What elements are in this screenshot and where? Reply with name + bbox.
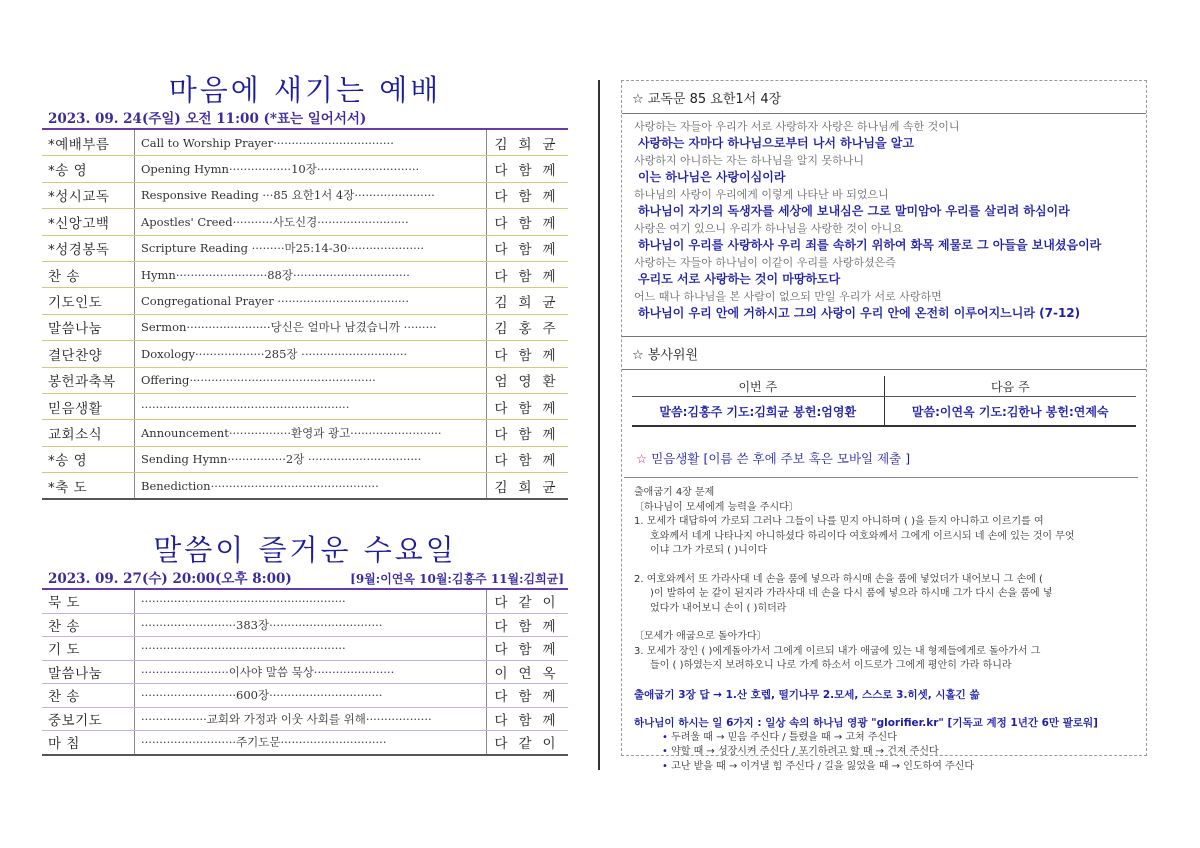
faith-line: 1. 모세가 대답하여 가로되 그러나 그들이 나를 믿지 아니하며 ( )을 듣지 아니하고 이르기를 여 bbox=[634, 516, 1044, 527]
order-item-desc: ························································· bbox=[135, 393, 487, 419]
order-row bbox=[42, 590, 568, 613]
star-icon: ☆ bbox=[636, 451, 648, 466]
order-item-desc: Congregational Prayer ···································· bbox=[135, 288, 487, 314]
spacer bbox=[634, 559, 1136, 573]
order-item-name: 마 침 bbox=[42, 731, 135, 755]
order-item-leader: 다같이 bbox=[487, 731, 569, 755]
wednesday-date bbox=[42, 570, 568, 590]
order-item-leader: 다함께 bbox=[487, 156, 569, 182]
faith-line: 하나님이 하시는 일 6가지 : 일상 속의 하나님 영광 "glorifier.kr" [기독교 계정 1년간 6만 팔로워] bbox=[634, 717, 1098, 729]
order-row bbox=[42, 393, 568, 419]
order-item-name: 중보기도 bbox=[42, 707, 135, 731]
order-item-desc: ··························600장······························· bbox=[135, 684, 487, 708]
order-item-desc: Benediction·············································· bbox=[135, 473, 487, 500]
order-row bbox=[42, 660, 568, 684]
order-item-desc: Sermon·······················당신은 얼마나 남겼습니까 ········· bbox=[135, 314, 487, 340]
faith-line: 출애굽기 3장 답 → 1.산 호렙, 떨기나무 2.모세, 스스로 3.히셋, 시홀긴 쓺 bbox=[634, 688, 980, 701]
order-row bbox=[42, 288, 568, 314]
wednesday-order-table bbox=[42, 590, 568, 756]
faith-heading-text: 믿음생활 [이름 쓴 후에 주보 혹은 모바일 제출 ] bbox=[651, 451, 911, 466]
bullet-icon: • bbox=[662, 731, 672, 743]
faith-line: )이 발하여 눈 같이 된지라 가라사대 네 손을 다시 품에 넣으라 하시매 그가 다시 손을 품에 넣 bbox=[650, 588, 1053, 599]
faith-quiz bbox=[622, 478, 1146, 774]
bullet-item bbox=[634, 731, 1136, 746]
order-item-leader: 다함께 bbox=[487, 446, 569, 472]
bullet-icon: • bbox=[662, 760, 672, 772]
bullet-item bbox=[634, 745, 1136, 760]
order-item-name: 기 도 bbox=[42, 637, 135, 661]
order-row bbox=[42, 446, 568, 472]
order-row bbox=[42, 367, 568, 393]
order-item-name: 기도인도 bbox=[42, 288, 135, 314]
service-heading: ☆ 봉사위원 bbox=[622, 336, 1146, 370]
bullet-text: 고난 받을 때 → 이겨낼 힘 주신다 / 길을 잃었을 때 → 인도하여 주신다 bbox=[671, 760, 975, 772]
order-item-name: 결단찬양 bbox=[42, 341, 135, 367]
wednesday-date-text: 2023. 09. 27(수) 20:00(오후 8:00) bbox=[48, 571, 292, 587]
order-item-desc: Hymn·························88장································ bbox=[135, 261, 487, 287]
order-item-leader: 다같이 bbox=[487, 590, 569, 613]
bullet-text: 두려울 때 → 믿음 주신다 / 틀렸을 때 → 고쳐 주신다 bbox=[671, 731, 897, 743]
order-item-name: *축 도 bbox=[42, 473, 135, 500]
order-row bbox=[42, 209, 568, 235]
bullet-icon: • bbox=[662, 746, 672, 757]
order-item-leader: 다함께 bbox=[487, 261, 569, 287]
sunday-title: 마음에 새기는 예배 bbox=[168, 73, 442, 107]
order-item-leader: 엄영환 bbox=[487, 367, 569, 393]
next-week-servants: 말씀:이연옥 기도:김한나 봉헌:연제숙 bbox=[884, 397, 1136, 427]
faith-line: 〔모세가 애굽으로 돌아가다〕 bbox=[634, 631, 767, 642]
order-row bbox=[42, 235, 568, 261]
faith-line: 들이 ( )하였는지 보려하오니 나로 가게 하소서 이드로가 그에게 평안히 가라 하니라 bbox=[650, 660, 1012, 671]
order-item-desc: Call to Worship Prayer································· bbox=[135, 130, 487, 156]
order-item-name: 말씀나눔 bbox=[42, 660, 135, 684]
order-item-name: *송 영 bbox=[42, 156, 135, 182]
reading-leader-line: 어느 때나 하나님을 본 사람이 없으되 만일 우리가 서로 사랑하면 bbox=[634, 290, 942, 303]
order-item-leader: 다함께 bbox=[487, 613, 569, 637]
order-item-name: *성경봉독 bbox=[42, 235, 135, 261]
order-item-desc: ························이사야 말씀 묵상······················ bbox=[135, 660, 487, 684]
wednesday-title: 말씀이 즐거운 수요일 bbox=[153, 533, 457, 567]
spacer bbox=[634, 674, 1136, 688]
order-item-leader: 다함께 bbox=[487, 235, 569, 261]
faith-line: 출애굽기 4장 문제 bbox=[634, 487, 715, 498]
order-item-name: 찬 송 bbox=[42, 613, 135, 637]
order-item-leader: 다함께 bbox=[487, 707, 569, 731]
order-item-name: *예배부름 bbox=[42, 130, 135, 156]
right-page bbox=[621, 80, 1147, 772]
order-item-leader: 다함께 bbox=[487, 420, 569, 446]
order-item-leader: 다함께 bbox=[487, 209, 569, 235]
bullet-text: 약할 때 → 성장시켜 주신다 / 포기하려고 할 때 → 건져 주신다 bbox=[671, 746, 939, 757]
order-row bbox=[42, 731, 568, 755]
order-row bbox=[42, 613, 568, 637]
order-item-leader: 김홍주 bbox=[487, 314, 569, 340]
faith-heading bbox=[624, 439, 1138, 478]
order-item-leader: 다함께 bbox=[487, 341, 569, 367]
order-row bbox=[42, 341, 568, 367]
reading-response-line: 이는 하나님은 사랑이심이라 bbox=[638, 170, 786, 184]
order-row bbox=[42, 473, 568, 500]
order-row bbox=[42, 261, 568, 287]
reading-leader-line: 사랑하는 자들아 하나님이 이같이 우리를 사랑하셨은즉 bbox=[634, 256, 896, 269]
order-item-desc: Offering··················································· bbox=[135, 367, 487, 393]
order-item-leader: 김희균 bbox=[487, 288, 569, 314]
reading-response-line: 하나님이 자기의 독생자를 세상에 보내심은 그로 말미암아 우리를 살리려 하심이라 bbox=[638, 204, 1070, 218]
faith-line: 2. 여호와께서 또 가라사대 네 손을 품에 넣으라 하시매 손을 품에 넣었더가 내어보니 그 손에 ( bbox=[634, 573, 1043, 585]
order-item-name: 찬 송 bbox=[42, 684, 135, 708]
reading-response-line: 하나님이 우리를 사랑하사 우리 죄를 속하기 위하여 화목 제물로 그 아들을 보내셨음이라 bbox=[638, 238, 1102, 252]
order-item-name: *성시교독 bbox=[42, 182, 135, 208]
left-page bbox=[42, 70, 568, 753]
order-item-desc: Sending Hymn················2장 ······························· bbox=[135, 446, 487, 472]
order-item-desc: ························································ bbox=[135, 590, 487, 613]
responsive-reading bbox=[622, 114, 1146, 326]
reading-response-line: 우리도 서로 사랑하는 것이 마땅하도다 bbox=[638, 272, 841, 286]
order-row bbox=[42, 707, 568, 731]
order-item-name: 찬 송 bbox=[42, 261, 135, 287]
order-item-name: 교회소식 bbox=[42, 420, 135, 446]
order-item-name: 묵 도 bbox=[42, 590, 135, 613]
order-item-desc: Responsive Reading ···85 요한1서 4장······················ bbox=[135, 182, 487, 208]
order-row bbox=[42, 684, 568, 708]
order-item-name: 말씀나눔 bbox=[42, 314, 135, 340]
order-item-leader: 김희균 bbox=[487, 130, 569, 156]
sunday-date: 2023. 09. 24(주일) 오전 11:00 (*표는 일어서서) bbox=[42, 110, 568, 130]
order-item-leader: 다함께 bbox=[487, 182, 569, 208]
reading-leader-line: 사랑하지 아니하는 자는 하나님을 알지 못하나니 bbox=[634, 154, 865, 167]
order-item-desc: ························································ bbox=[135, 637, 487, 661]
order-item-desc: Opening Hymn·················10장···························· bbox=[135, 156, 487, 182]
order-item-name: *신앙고백 bbox=[42, 209, 135, 235]
order-item-desc: ··················교회와 가정과 이웃 사회를 위해·················· bbox=[135, 707, 487, 731]
wednesday-block bbox=[42, 530, 568, 756]
order-item-name: 봉헌과축복 bbox=[42, 367, 135, 393]
order-item-leader: 다함께 bbox=[487, 393, 569, 419]
order-item-desc: Apostles' Creed···········사도신경························· bbox=[135, 209, 487, 235]
service-table-wrap bbox=[632, 376, 1136, 427]
this-week-servants: 말씀:김홍주 기도:김희균 봉헌:엄영환 bbox=[632, 397, 884, 427]
reading-leader-line: 하나님의 사랑이 우리에게 이렇게 나타난 바 되었으니 bbox=[634, 188, 889, 201]
order-row bbox=[42, 130, 568, 156]
order-item-desc: Scripture Reading ·········마25:14-30····················· bbox=[135, 235, 487, 261]
order-item-leader: 다함께 bbox=[487, 684, 569, 708]
next-week-label: 다음 주 bbox=[884, 376, 1136, 397]
wednesday-schedule: [9월:이연옥 10월:김홍주 11월:김희균] bbox=[350, 572, 564, 586]
faith-line: 이냐 그가 가로되 ( )니이다 bbox=[650, 545, 768, 556]
order-item-name: *송 영 bbox=[42, 446, 135, 472]
reading-leader-line: 사랑은 여기 있으니 우리가 하나님을 사랑한 것이 아니요 bbox=[634, 222, 903, 235]
faith-line: 〔하나님이 모세에게 능력을 주시다〕 bbox=[634, 501, 799, 513]
faith-line: 3. 모세가 장인 ( )에게돌아가서 그에게 이르되 내가 애굽에 있는 내 형제들에게로 돌아가서 그 bbox=[634, 645, 1041, 657]
this-week-label: 이번 주 bbox=[632, 376, 884, 397]
faith-line: 호와께서 네게 나타나지 아니하셨다 하리이다 여호와께서 그에게 이르시되 네 손에 있는 것이 무엇 bbox=[650, 530, 1075, 542]
order-row bbox=[42, 637, 568, 661]
page-divider bbox=[598, 80, 600, 770]
reading-response-line: 하나님이 우리 안에 거하시고 그의 사랑이 우리 안에 온전히 이루어지느니라 (7-12) bbox=[638, 306, 1081, 320]
order-item-desc: ··························주기도문····························· bbox=[135, 731, 487, 755]
order-item-leader: 다함께 bbox=[487, 637, 569, 661]
order-item-desc: Doxology···················285장 ····························· bbox=[135, 341, 487, 367]
order-row bbox=[42, 156, 568, 182]
service-table bbox=[632, 376, 1136, 427]
reading-heading: ☆ 교독문 85 요한1서 4장 bbox=[622, 81, 1146, 114]
bullet-item bbox=[634, 760, 1136, 775]
order-item-leader: 김희균 bbox=[487, 473, 569, 500]
spacer bbox=[634, 616, 1136, 630]
order-item-leader: 이연옥 bbox=[487, 660, 569, 684]
order-item-desc: Announcement·················환영과 광고························· bbox=[135, 420, 487, 446]
faith-line: 었다가 내어보니 손이 ( )히더라 bbox=[650, 602, 787, 614]
order-row bbox=[42, 182, 568, 208]
order-row bbox=[42, 314, 568, 340]
sunday-order-table bbox=[42, 130, 568, 500]
order-item-name: 믿음생활 bbox=[42, 393, 135, 419]
order-item-desc: ··························383장······························· bbox=[135, 613, 487, 637]
reading-response-line: 사랑하는 자마다 하나님으로부터 나서 하나님을 알고 bbox=[638, 136, 914, 150]
reading-leader-line: 사랑하는 자들아 우리가 서로 사랑하자 사랑은 하나님께 속한 것이니 bbox=[634, 120, 960, 133]
spacer bbox=[634, 702, 1136, 716]
order-row bbox=[42, 420, 568, 446]
